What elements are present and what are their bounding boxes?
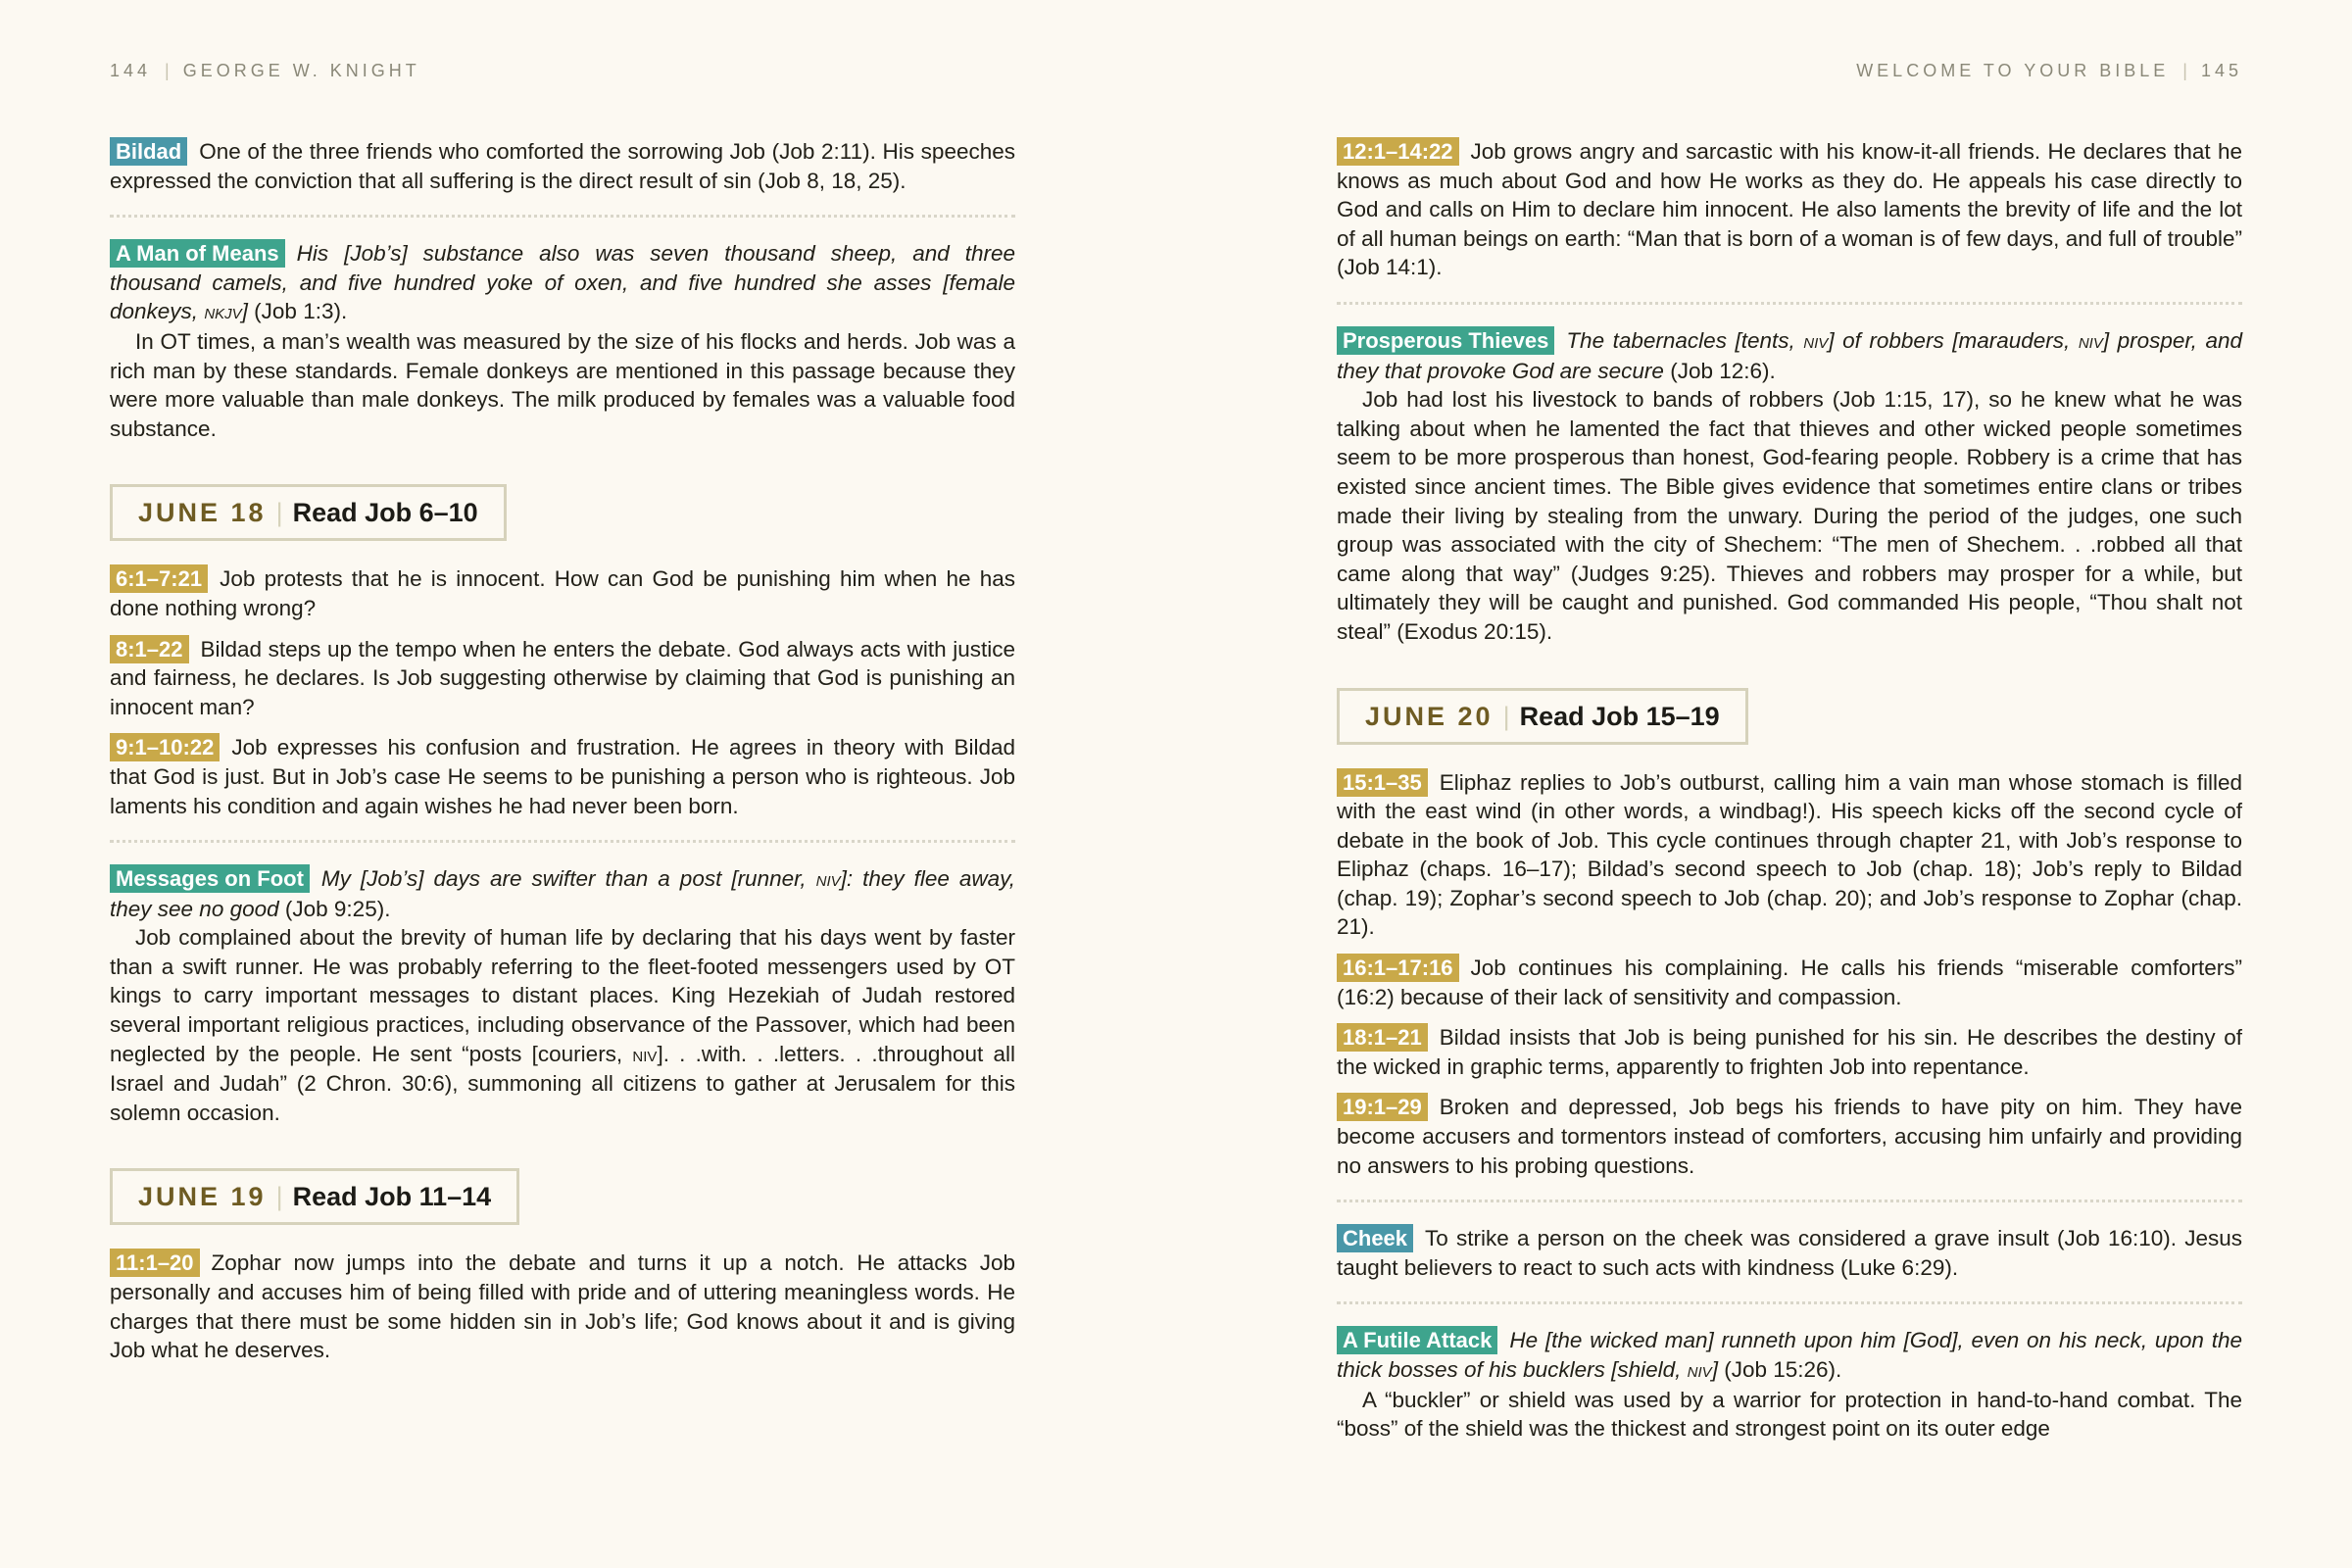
scripture-reference: (Job 9:25). <box>278 896 391 921</box>
right-running-head <box>1856 61 2242 81</box>
day-label: JUNE 20 <box>1365 701 1494 731</box>
verse-ref-tag: 9:1–10:22 <box>110 733 220 761</box>
dotted-divider <box>1337 1200 2242 1202</box>
scripture-quote: The tabernacles [tents, niv] of robbers [marauders, niv] prosper, and they that provoke God are secure <box>1337 327 2242 383</box>
day-header-june-20 <box>1337 688 1748 745</box>
sidebar-tag: Bildad <box>110 137 187 166</box>
reading-item <box>110 733 1015 820</box>
verse-ref-tag: 15:1–35 <box>1337 768 1428 797</box>
verse-ref-tag: 8:1–22 <box>110 635 189 663</box>
sidebar-body: A “buckler” or shield was used by a warrior for protection in hand-to-hand combat. The “boss” of the shield was the thickest and strongest point on its outer edge <box>1337 1387 2242 1442</box>
scripture-quote: My [Job’s] days are swifter than a post [runner, niv]: they flee away, they see no good <box>110 866 1016 921</box>
reading-text: Bildad steps up the tempo when he enters the debate. God always acts with justice and fairness, he declares. Is Job suggesting otherwise by claiming that God is punishing an innocent man? <box>110 636 1015 719</box>
scripture-reference: (Job 15:26). <box>1717 1357 1842 1382</box>
day-header-june-19 <box>110 1168 519 1225</box>
verse-ref-tag: 16:1–17:16 <box>1337 954 1459 982</box>
dotted-divider <box>1337 1301 2242 1304</box>
author-name: GEORGE W. KNIGHT <box>182 61 420 80</box>
sidebar-body: Job had lost his livestock to bands of robbers (Job 1:15, 17), so he knew what he was talking about when he lamented the fact that thieves and other wicked people sometimes seem to be more prosperous than honest, God-fearing people. Robbery is a crime that has existed since ancient times. The Bible gives evidence that sometimes entire clans or tribes made their living by stealing from the unwary. During the period of the judges, one such group was associated with the city of Shechem: “The men of Shechem. . .robbed all that came along that way” (Judges 9:25). Thieves and robbers may prosper for a while, but ultimately they will be caught and punished. God commanded His people, “Thou shalt not steal” (Exodus 20:15). <box>1337 387 2242 644</box>
sidebar-tag: Prosperous Thieves <box>1337 326 1554 355</box>
right-page-column <box>1337 137 2242 1455</box>
day-header-june-18 <box>110 484 507 541</box>
reading-text: Job continues his complaining. He calls his friends “miserable comforters” (16:2) because of their lack of sensitivity and compassion. <box>1337 956 2242 1009</box>
reading-item <box>1337 954 2242 1011</box>
day-label: JUNE 18 <box>138 498 267 528</box>
day-label: JUNE 19 <box>138 1182 267 1212</box>
sidebar-text: To strike a person on the cheek was considered a grave insult (Job 16:10). Jesus taught believers to react to such acts with kindness (Luke 6:29). <box>1337 1226 2242 1280</box>
dotted-divider <box>110 215 1015 218</box>
sidebar-tag: A Futile Attack <box>1337 1326 1497 1354</box>
reading-item <box>110 635 1015 722</box>
sidebar-tag: Cheek <box>1337 1224 1413 1252</box>
sidebar-body: In OT times, a man’s wealth was measured by the size of his flocks and herds. Job was a rich man by these standards. Female donkeys are mentioned in this passage because they were more valuable than male donkeys. The milk produced by females was a valuable food substance. <box>110 328 1015 441</box>
reading-item <box>110 1249 1015 1364</box>
sidebar-man-of-means <box>110 239 1015 443</box>
sidebar-prosperous-thieves <box>1337 326 2242 647</box>
day-separator: | <box>275 1182 283 1212</box>
reading-item <box>1337 1023 2242 1081</box>
reading-item <box>1337 1093 2242 1180</box>
scripture-reference: (Job 1:3). <box>247 299 348 324</box>
reading-text: Broken and depressed, Job begs his friends to have pity on him. They have become accusers and tormentors instead of comforters, accusing him unfairly and providing no answers to his probing questions. <box>1337 1095 2242 1178</box>
reading-assignment: Read Job 6–10 <box>292 498 478 528</box>
dotted-divider <box>110 840 1015 843</box>
scripture-reference: (Job 12:6). <box>1663 358 1776 383</box>
reading-text: Zophar now jumps into the debate and turns it up a notch. He attacks Job personally and accuses him of being filled with pride and of uttering meaningless words. He charges that there must be some hidden sin in Job’s life; God knows about it and is giving Job what he deserves. <box>110 1250 1015 1363</box>
day-separator: | <box>275 498 283 528</box>
book-title: WELCOME TO YOUR BIBLE <box>1856 61 2170 80</box>
reading-assignment: Read Job 11–14 <box>292 1182 492 1212</box>
reading-text: Job protests that he is innocent. How can God be punishing him when he has done nothing wrong? <box>110 566 1015 620</box>
reading-text: Job expresses his confusion and frustration. He agrees in theory with Bildad that God is just. But in Job’s case He seems to be punishing a person who is righteous. Job laments his condition and again wishes he had never been born. <box>110 735 1015 818</box>
right-page-number: 145 <box>2200 61 2242 80</box>
header-separator: | <box>165 61 170 80</box>
reading-item <box>1337 768 2242 943</box>
day-separator: | <box>1502 701 1510 731</box>
reading-assignment: Read Job 15–19 <box>1519 701 1720 731</box>
reading-text: Bildad insists that Job is being punished for his sin. He describes the destiny of the wicked in graphic terms, apparently to frighten Job into repentance. <box>1337 1025 2242 1079</box>
sidebar-messages-on-foot <box>110 864 1015 1127</box>
verse-ref-tag: 11:1–20 <box>110 1249 200 1277</box>
header-separator: | <box>2182 61 2187 80</box>
verse-ref-tag: 6:1–7:21 <box>110 564 208 593</box>
reading-item <box>1337 137 2242 282</box>
scripture-quote: He [the wicked man] runneth upon him [God], even on his neck, upon the thick bosses of his bucklers [shield, niv] <box>1337 1328 2242 1382</box>
sidebar-cheek <box>1337 1224 2242 1282</box>
reading-item <box>110 564 1015 622</box>
sidebar-body: Job complained about the brevity of human life by declaring that his days went by faster than a swift runner. He was probably referring to the fleet-footed messengers used by OT kings to carry important messages to distant places. King Hezekiah of Judah restored several important religious practices, including observance of the Passover, which had been neglected by the people. He sent “posts [couriers, niv]. . .with. . .letters. . .throughout all Israel and Judah” (2 Chron. 30:6), summoning all citizens to gather at Jerusalem for this solemn occasion. <box>110 925 1015 1125</box>
verse-ref-tag: 12:1–14:22 <box>1337 137 1459 166</box>
verse-ref-tag: 19:1–29 <box>1337 1093 1428 1121</box>
sidebar-text: One of the three friends who comforted the sorrowing Job (Job 2:11). His speeches expressed the conviction that all suffering is the direct result of sin (Job 8, 18, 25). <box>110 139 1015 193</box>
left-running-head <box>110 61 420 81</box>
sidebar-tag: A Man of Means <box>110 239 285 268</box>
left-page-column <box>110 137 1015 1377</box>
verse-ref-tag: 18:1–21 <box>1337 1023 1428 1052</box>
sidebar-futile-attack <box>1337 1326 2242 1443</box>
reading-text: Eliphaz replies to Job’s outburst, calling him a vain man whose stomach is filled with the east wind (in other words, a windbag!). His speech kicks off the second cycle of debate in the book of Job. This cycle continues through chapter 21, with Job’s response to Eliphaz (chaps. 16–17); Bildad’s second speech to Job (chap. 18); Job’s reply to Bildad (chap. 19); Zophar’s second speech to Job (chap. 20); and Job’s response to Zophar (chap. 21). <box>1337 769 2242 940</box>
scripture-quote: His [Job’s] substance also was seven thousand sheep, and three thousand camels, and five hundred yoke of oxen, and five hundred she asses [female donkeys, nkjv] <box>110 241 1015 324</box>
sidebar-bildad <box>110 137 1015 195</box>
sidebar-tag: Messages on Foot <box>110 864 310 893</box>
dotted-divider <box>1337 302 2242 305</box>
reading-text: Job grows angry and sarcastic with his know-it-all friends. He declares that he knows as much about God and how He works as they do. He appeals his case directly to God and calls on Him to declare him innocent. He also laments the brevity of life and the lot of all human beings on earth: “Man that is born of a woman is of few days, and full of trouble” (Job 14:1). <box>1337 139 2242 280</box>
left-page-number: 144 <box>110 61 152 80</box>
